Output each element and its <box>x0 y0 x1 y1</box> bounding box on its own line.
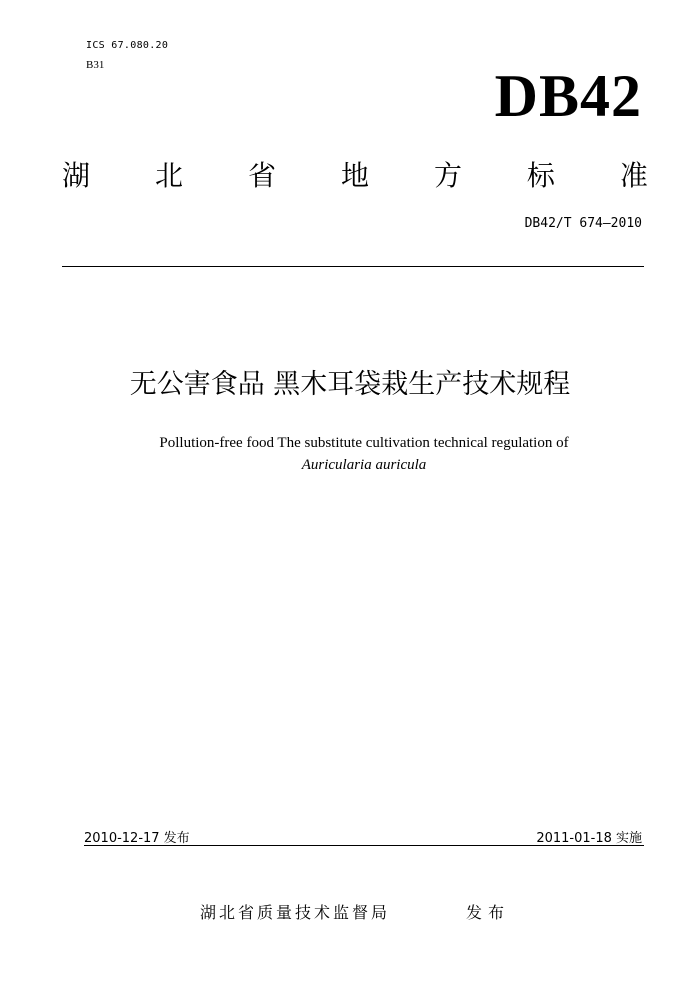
standard-type-char: 方 <box>433 159 462 192</box>
standard-type-char: 湖 <box>62 159 91 192</box>
standard-code: DB42 <box>494 63 642 129</box>
document-title-chinese: 无公害食品 黑木耳袋栽生产技术规程 <box>129 369 571 400</box>
top-divider <box>62 266 644 267</box>
implement-date: 2011-01-18 实施 <box>536 831 642 846</box>
issue-label: 发布 <box>466 903 511 922</box>
issuing-authority: 湖北省质量技术监督局 <box>200 903 391 922</box>
classification-code: B31 <box>86 59 105 71</box>
publish-date: 2010-12-17 发布 <box>84 831 190 846</box>
standard-type-char: 地 <box>340 159 369 192</box>
standard-type <box>62 158 648 194</box>
standard-type-char: 北 <box>154 159 183 192</box>
ics-code: ICS 67.080.20 <box>86 40 169 51</box>
standard-type-char: 准 <box>619 159 648 192</box>
bottom-divider <box>84 845 644 846</box>
standard-type-char: 标 <box>526 159 555 192</box>
title-english-line1: Pollution-free food The substitute cultivation technical regulation of <box>159 435 569 451</box>
standard-number: DB42/T 674—2010 <box>524 216 642 231</box>
standard-type-char: 省 <box>247 159 276 192</box>
document-title-english <box>0 432 700 476</box>
title-english-line2: Auricularia auricula <box>301 457 427 473</box>
